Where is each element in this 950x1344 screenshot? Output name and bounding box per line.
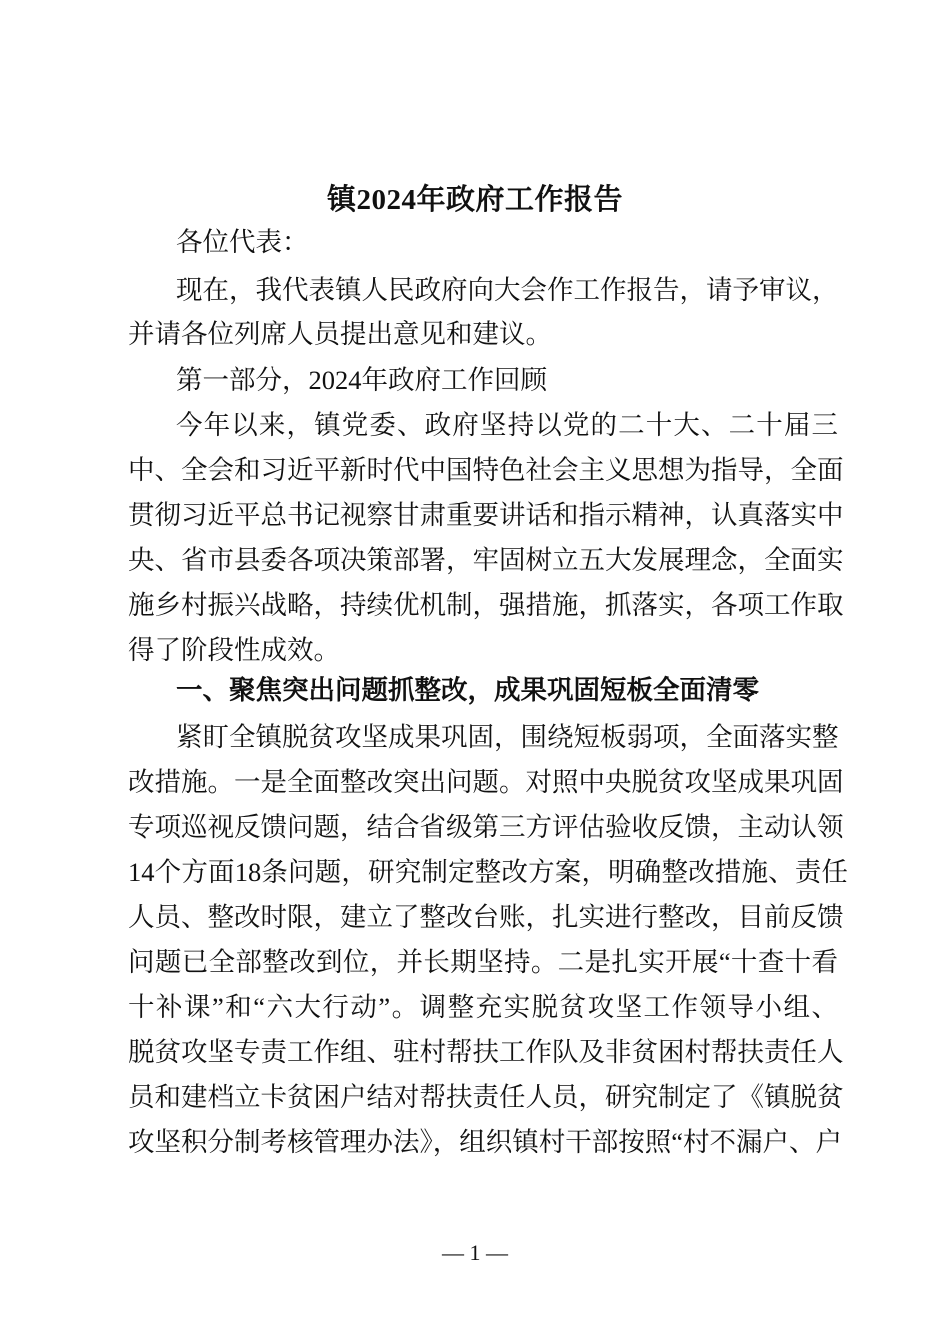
salutation: 各位代表： bbox=[176, 227, 309, 257]
paragraph-line: 紧盯全镇脱贫攻坚成果巩固，围绕短板弱项，全面落实整 bbox=[176, 722, 839, 752]
paragraph-line: 现在，我代表镇人民政府向大会作工作报告，请予审议， bbox=[176, 275, 839, 305]
paragraph-line: 攻坚积分制考核管理办法》，组织镇村干部按照“村不漏户、户 bbox=[128, 1127, 843, 1157]
document-title: 镇2024年政府工作报告 bbox=[326, 184, 623, 216]
paragraph-line: 施乡村振兴战略，持续优机制，强措施，抓落实，各项工作取 bbox=[128, 590, 844, 620]
paragraph-line: 中、全会和习近平新时代中国特色社会主义思想为指导，全面 bbox=[128, 455, 844, 485]
paragraph-line: 今年以来，镇党委、政府坚持以党的二十大、二十届三 bbox=[176, 410, 838, 440]
paragraph-line: 改措施。一是全面整改突出问题。对照中央脱贫攻坚成果巩固 bbox=[128, 767, 844, 797]
page-number: — 1 — bbox=[442, 1240, 508, 1265]
paragraph-line: 问题已全部整改到位，并长期坚持。二是扎实开展“十查十看 bbox=[128, 947, 838, 977]
section-title: 第一部分，2024年政府工作回顾 bbox=[176, 365, 547, 395]
paragraph-line: 专项巡视反馈问题，结合省级第三方评估验收反馈，主动认领 bbox=[128, 812, 844, 842]
paragraph-line: 贯彻习近平总书记视察甘肃重要讲话和指示精神，认真落实中 bbox=[128, 500, 844, 530]
paragraph-line: 人员、整改时限，建立了整改台账，扎实进行整改，目前反馈 bbox=[128, 902, 844, 932]
paragraph-line: 十补课”和“六大行动”。调整充实脱贫攻坚工作领导小组、 bbox=[128, 992, 838, 1022]
subsection-heading: 一、聚焦突出问题抓整改，成果巩固短板全面清零 bbox=[176, 675, 759, 706]
paragraph-line: 得了阶段性成效。 bbox=[128, 635, 340, 665]
paragraph-line: 脱贫攻坚专责工作组、驻村帮扶工作队及非贫困村帮扶责任人 bbox=[128, 1037, 844, 1067]
paragraph-line: 员和建档立卡贫困户结对帮扶责任人员，研究制定了《镇脱贫 bbox=[128, 1082, 844, 1112]
paragraph-line: 14个方面18条问题，研究制定整改方案，明确整改措施、责任 bbox=[128, 857, 848, 887]
paragraph-line: 并请各位列席人员提出意见和建议。 bbox=[128, 319, 552, 349]
paragraph-line: 央、省市县委各项决策部署，牢固树立五大发展理念，全面实 bbox=[128, 545, 844, 575]
